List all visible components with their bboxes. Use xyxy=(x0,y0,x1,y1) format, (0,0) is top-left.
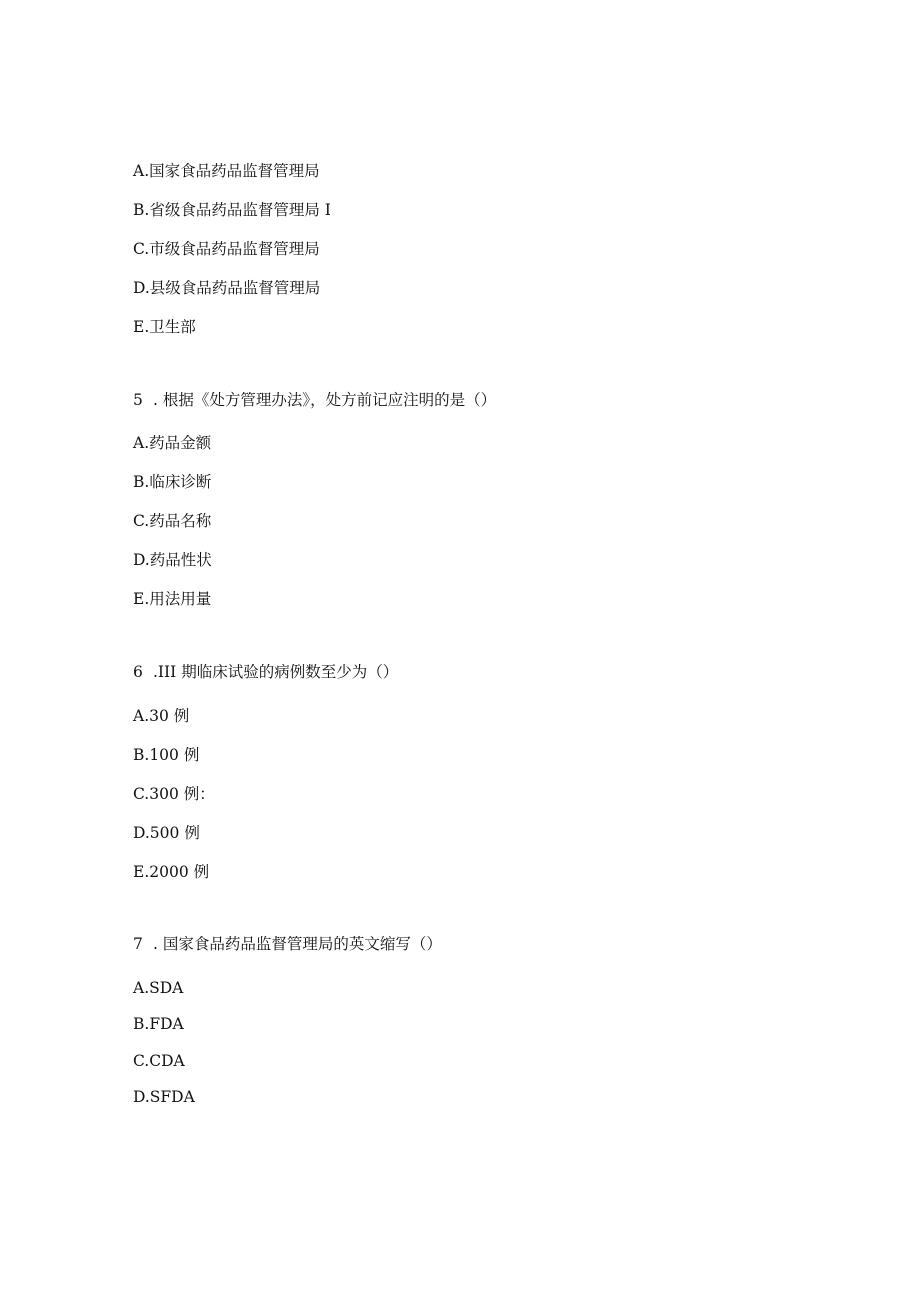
q6-option-c: C.300 例： xyxy=(133,785,215,803)
q6-option-a: A.30 例 xyxy=(133,707,190,725)
q5-option-e: E.用法用量 xyxy=(133,590,212,608)
q4-option-a: A.国家食品药品监督管理局 xyxy=(133,162,320,180)
question-7-text: . 国家食品药品监督管理局的英文缩写（） xyxy=(153,935,442,953)
q5-option-c: C.药品名称 xyxy=(133,512,212,530)
question-7-number: 7 xyxy=(133,935,143,953)
question-5-text: . 根据《处方管理办法》，处方前记应注明的是（） xyxy=(153,391,497,409)
q7-option-a: A.SDA xyxy=(133,979,184,997)
q4-option-d: D.县级食品药品监督管理局 xyxy=(133,279,321,297)
question-6-number: 6 xyxy=(133,663,143,681)
q4-option-e: E.卫生部 xyxy=(133,318,196,336)
q6-option-e: E.2000 例 xyxy=(133,863,210,881)
q5-option-a: A.药品金额 xyxy=(133,434,212,452)
question-5-number: 5 xyxy=(133,391,143,409)
q7-option-d: D.SFDA xyxy=(133,1088,195,1106)
q7-option-b: B.FDA xyxy=(133,1015,184,1033)
question-6-stem xyxy=(133,662,398,682)
q4-option-b: B.省级食品药品监督管理局 I xyxy=(133,201,331,219)
q5-option-b: B.临床诊断 xyxy=(133,473,212,491)
question-6-text: .III 期临床试验的病例数至少为（） xyxy=(153,663,399,681)
question-7-stem xyxy=(133,934,442,954)
q5-option-d: D.药品性状 xyxy=(133,551,212,569)
q4-option-c: C.市级食品药品监督管理局 xyxy=(133,240,320,258)
q6-option-d: D.500 例 xyxy=(133,824,200,842)
q7-option-c: C.CDA xyxy=(133,1052,185,1070)
q6-option-b: B.100 例 xyxy=(133,746,200,764)
question-5-stem xyxy=(133,390,496,410)
